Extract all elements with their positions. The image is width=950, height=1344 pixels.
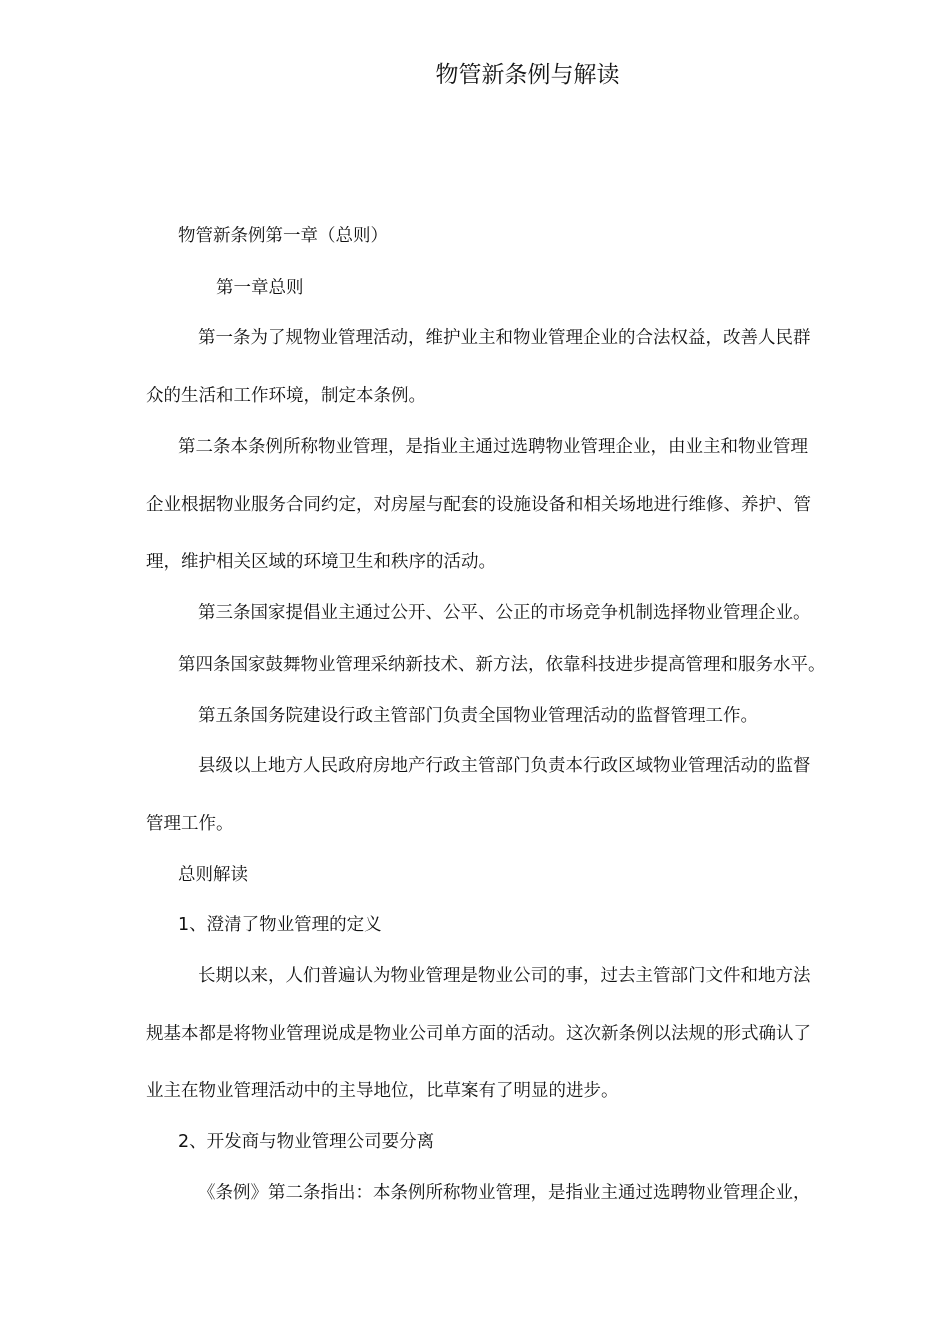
article-2-line-3: 理，维护相关区域的环境卫生和秩序的活动。 — [146, 552, 496, 572]
point-1-line-2: 规基本都是将物业管理说成是物业公司单方面的活动。这次新条例以法规的形式确认了 — [146, 1024, 811, 1044]
article-4: 第四条国家鼓舞物业管理采纳新技术、新方法，依靠科技进步提高管理和服务水平。 — [178, 655, 826, 675]
point-1-line-3: 业主在物业管理活动中的主导地位，比草案有了明显的进步。 — [146, 1081, 619, 1101]
interpretation-point-2: 2、开发商与物业管理公司要分离 — [178, 1132, 435, 1152]
chapter-subheading: 第一章总则 — [216, 278, 304, 298]
article-5-sub-line-1: 县级以上地方人民政府房地产行政主管部门负责本行政区域物业管理活动的监督 — [198, 756, 811, 776]
point-2-line-1: 《条例》第二条指出：本条例所称物业管理，是指业主通过选聘物业管理企业， — [198, 1183, 811, 1203]
article-1-line-1: 第一条为了规物业管理活动，维护业主和物业管理企业的合法权益，改善人民群 — [198, 328, 811, 348]
article-2-line-2: 企业根据物业服务合同约定，对房屋与配套的设施设备和相关场地进行维修、养护、管 — [146, 495, 811, 515]
article-1-line-2: 众的生活和工作环境，制定本条例。 — [146, 386, 426, 406]
document-title: 物管新条例与解读 — [435, 62, 620, 88]
interpretation-point-1: 1、澄清了物业管理的定义 — [178, 915, 382, 935]
point-1-line-1: 长期以来，人们普遍认为物业管理是物业公司的事，过去主管部门文件和地方法 — [198, 966, 811, 986]
article-5: 第五条国务院建设行政主管部门负责全国物业管理活动的监督管理工作。 — [198, 706, 758, 726]
interpretation-heading: 总则解读 — [178, 865, 248, 885]
article-5-sub-line-2: 管理工作。 — [146, 814, 234, 834]
article-3: 第三条国家提倡业主通过公开、公平、公正的市场竞争机制选择物业管理企业。 — [198, 603, 811, 623]
chapter-heading: 物管新条例第一章（总则） — [178, 226, 388, 246]
article-2-line-1: 第二条本条例所称物业管理，是指业主通过选聘物业管理企业，由业主和物业管理 — [178, 437, 808, 457]
